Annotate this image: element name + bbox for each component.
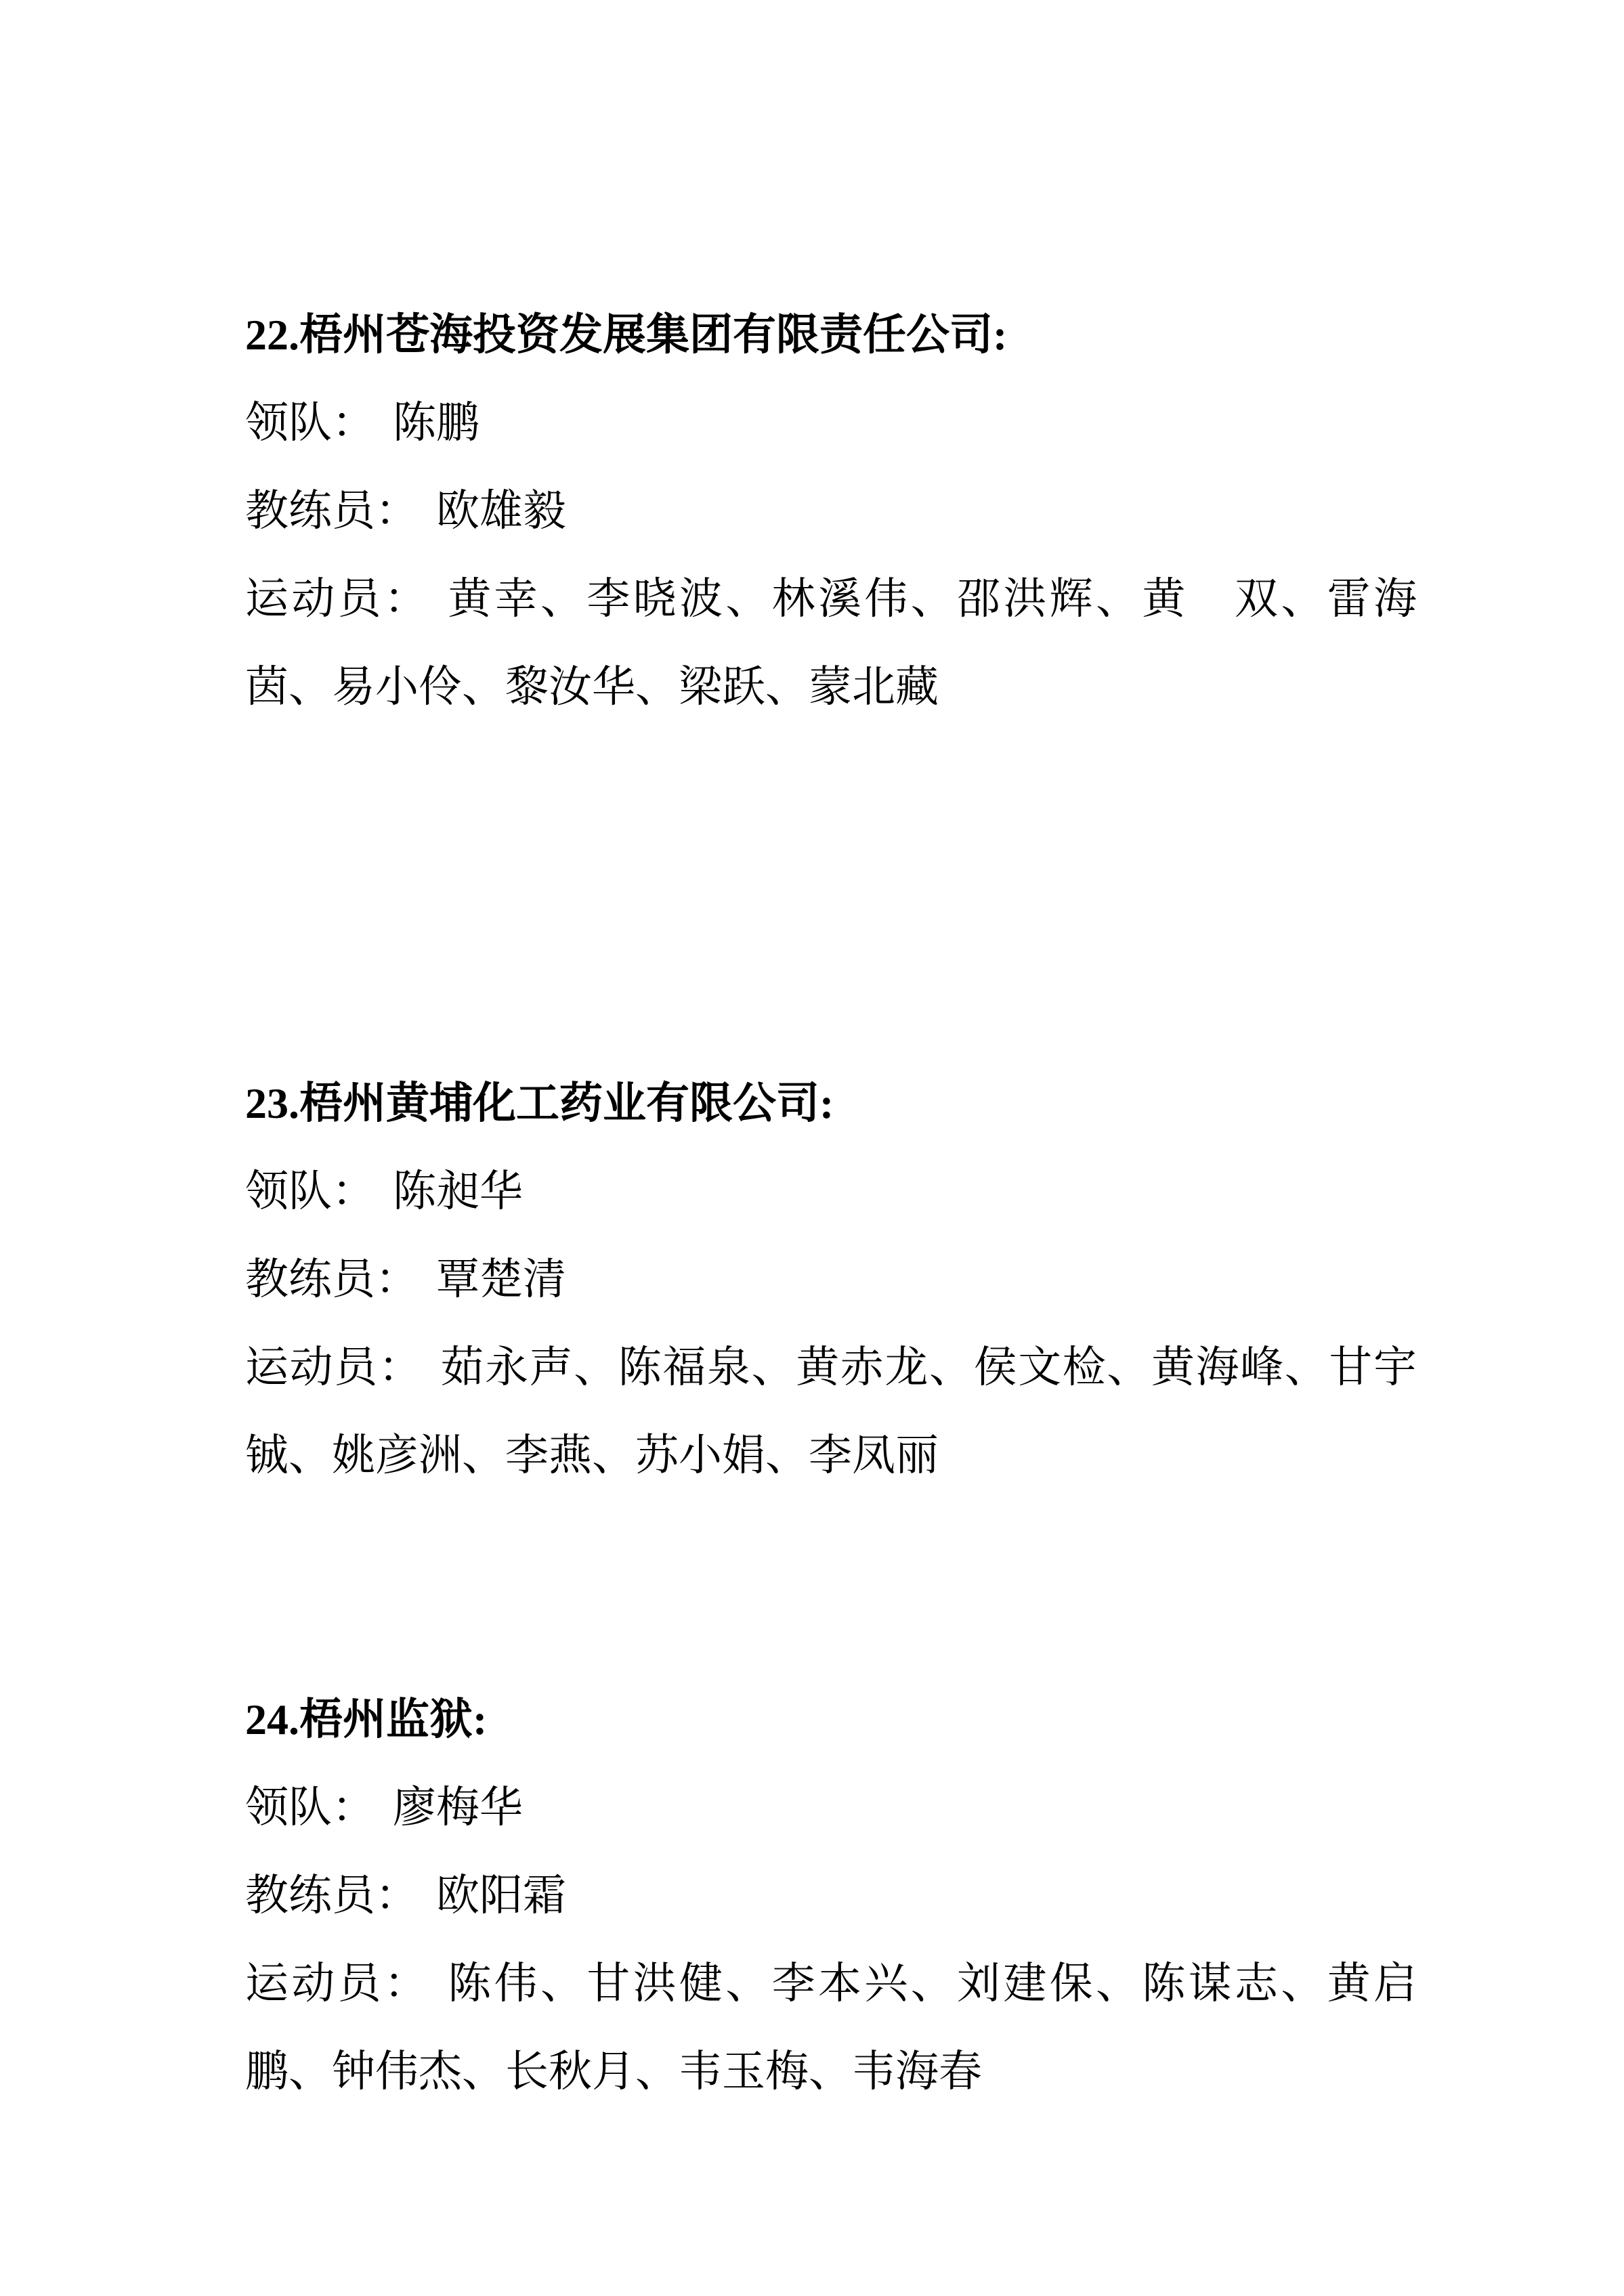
team-title: 24.梧州监狱: <box>245 1695 488 1743</box>
athletes-names: 黄幸、李晓波、林溪伟、邵洪辉、黄 双、雷海茵、易小伶、黎汝华、梁跃、蒙北藏 <box>245 575 1417 711</box>
team-title: 22.梧州苍海投资发展集团有限责任公司: <box>245 311 1008 359</box>
coach-line <box>245 1236 1417 1324</box>
leader-label: 领队： <box>245 1167 375 1215</box>
coach-line <box>245 1852 1417 1940</box>
team-section-24 <box>245 1676 1417 2116</box>
leader-label: 领队： <box>245 1783 375 1832</box>
coach-label: 教练员： <box>245 487 419 535</box>
athletes-label: 运动员： <box>245 575 431 623</box>
coach-line <box>245 467 1417 555</box>
team-title: 23.梧州黄埔化工药业有限公司: <box>245 1079 834 1127</box>
leader-name: 陈昶华 <box>393 1167 523 1215</box>
coach-label: 教练员： <box>245 1255 419 1303</box>
leader-line <box>245 379 1417 467</box>
leader-name: 陈鹏 <box>393 399 479 447</box>
leader-label: 领队： <box>245 399 375 447</box>
athletes-names: 茹永声、陈福泉、黄赤龙、侯文检、黄海峰、甘宇铖、姚彦洲、李燕、苏小娟、李凤丽 <box>245 1343 1417 1479</box>
coach-name: 覃楚清 <box>436 1255 566 1303</box>
athletes-label: 运动员： <box>245 1343 423 1391</box>
coach-name: 欧雄毅 <box>436 487 566 535</box>
athletes-line <box>245 1324 1417 1500</box>
leader-line <box>245 1764 1417 1852</box>
athletes-line <box>245 1940 1417 2116</box>
athletes-label: 运动员： <box>245 1959 431 2008</box>
leader-line <box>245 1148 1417 1236</box>
athletes-line <box>245 555 1417 731</box>
leader-name: 廖梅华 <box>393 1783 523 1832</box>
coach-name: 欧阳霜 <box>436 1871 566 1920</box>
team-section-23 <box>245 1060 1417 1500</box>
coach-label: 教练员： <box>245 1871 419 1920</box>
team-section-22 <box>245 291 1417 731</box>
athletes-names: 陈伟、甘洪健、李本兴、刘建保、陈谋志、黄启鹏、钟伟杰、长秋月、韦玉梅、韦海春 <box>245 1959 1417 2096</box>
